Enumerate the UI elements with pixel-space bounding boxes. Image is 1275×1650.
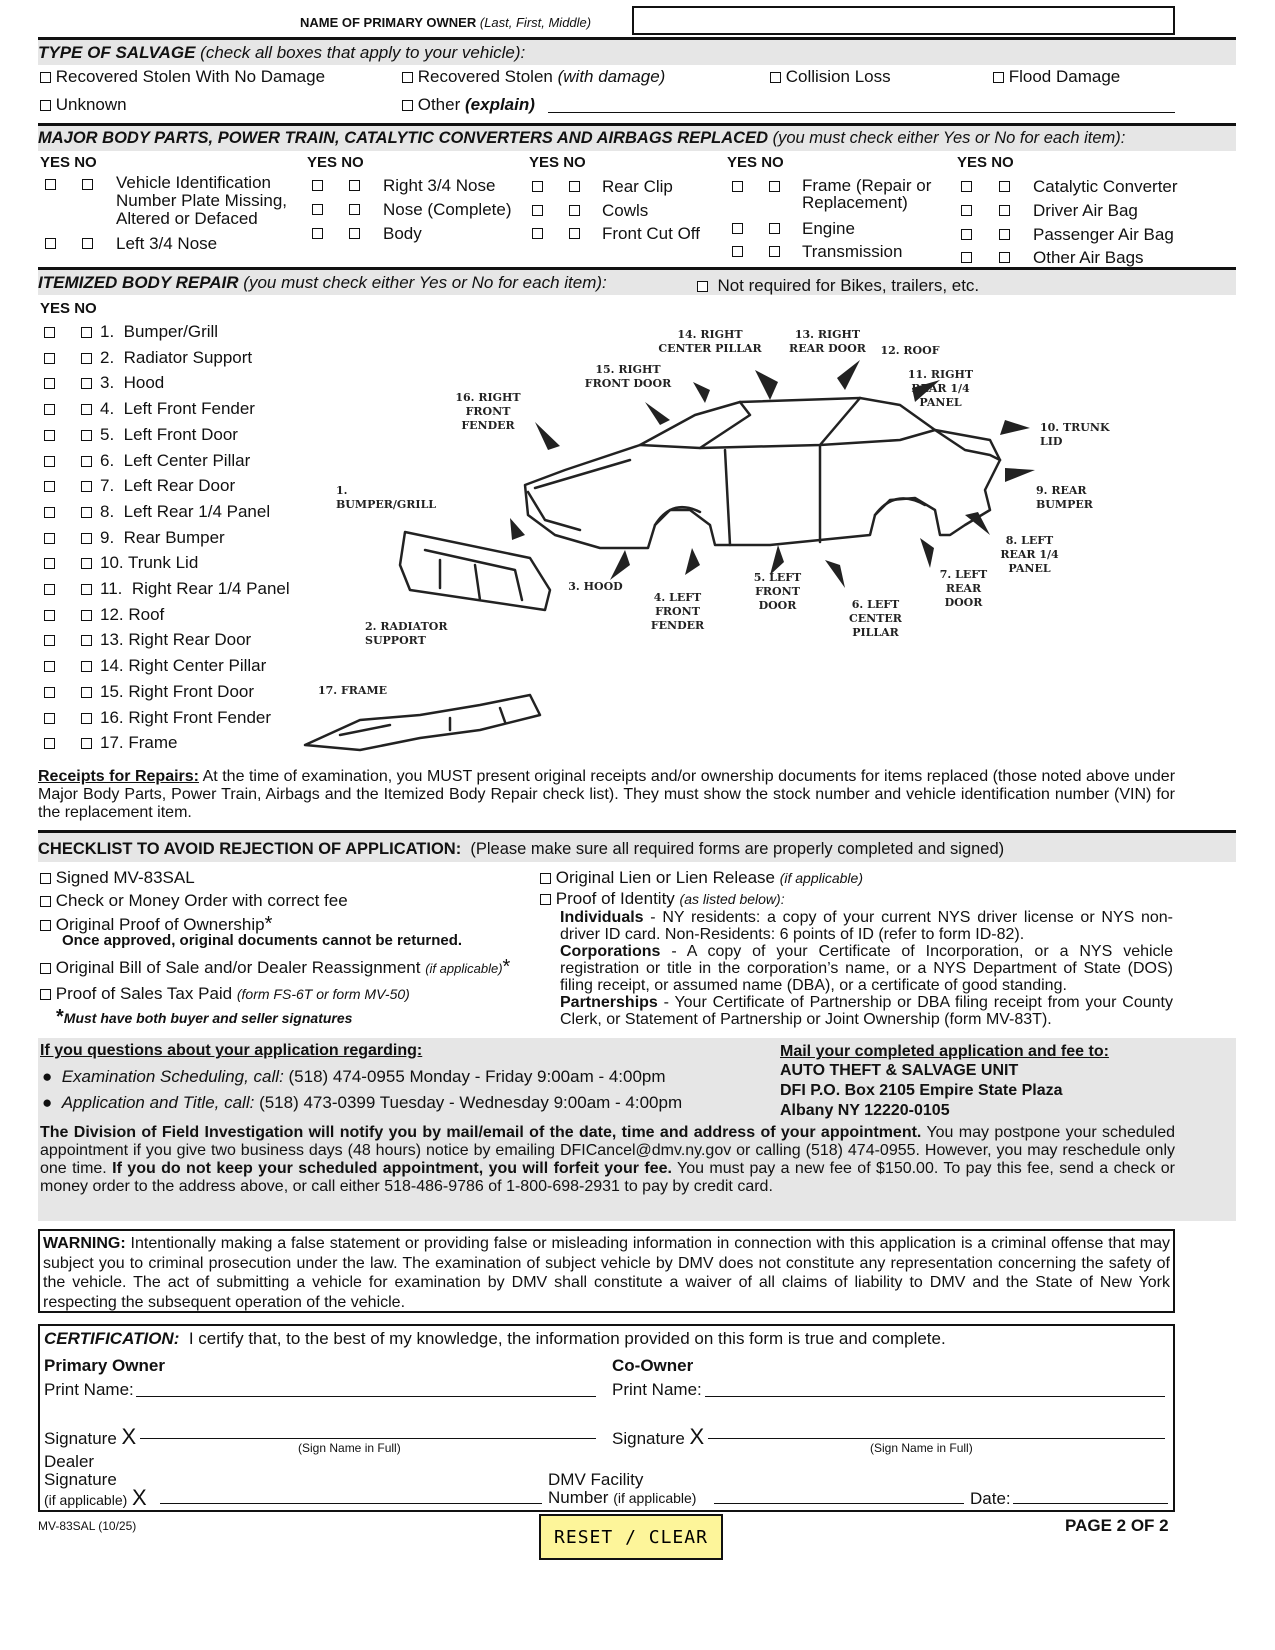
mail-heading: Mail your completed application and fee to:: [780, 1043, 1109, 1060]
car-grill: [528, 492, 580, 530]
primary-print-label: Print Name:: [44, 1380, 134, 1399]
yes-no-header: YES NO: [957, 154, 1014, 171]
itemized-row: [44, 656, 266, 676]
salvage-option-recovered-no-damage[interactable]: Recovered Stolen With No Damage: [40, 67, 325, 87]
itemized-yes-checkbox[interactable]: [44, 661, 55, 672]
salvage-title: TYPE OF SALVAGE (check all boxes that apply to your vehicle):: [38, 43, 526, 62]
co-print-label: Print Name:: [612, 1380, 702, 1399]
major-no-left-nose[interactable]: [82, 235, 93, 253]
page-number: PAGE 2 OF 2: [1065, 1516, 1169, 1535]
itemized-no-checkbox[interactable]: [81, 687, 92, 698]
major-no[interactable]: [569, 202, 580, 220]
major-item: Cowls: [602, 201, 649, 220]
car-door-line: [725, 450, 730, 545]
major-yes[interactable]: [312, 201, 323, 219]
checklist-check[interactable]: Check or Money Order with correct fee: [40, 891, 348, 911]
itemized-row: [44, 425, 238, 445]
checkbox[interactable]: [993, 72, 1004, 83]
major-item: Driver Air Bag: [1033, 201, 1138, 220]
major-item: Passenger Air Bag: [1033, 225, 1174, 244]
itemized-row: [44, 502, 270, 522]
itemized-yes-checkbox[interactable]: [44, 635, 55, 646]
checkbox[interactable]: [402, 100, 413, 111]
major-no[interactable]: [349, 225, 360, 243]
car-window-rear: [820, 430, 935, 445]
itemized-yes-checkbox[interactable]: [44, 353, 55, 364]
itemized-no-checkbox[interactable]: [81, 353, 92, 364]
yes-no-header: YES NO: [40, 154, 97, 171]
itemized-yes-checkbox[interactable]: [44, 713, 55, 724]
itemized-label: 7. Left Rear Door: [100, 476, 236, 496]
arrow: [920, 538, 934, 568]
diagram-label: 8. LEFT REAR 1/4 PANEL: [1000, 534, 1059, 575]
diagram-label: 7. LEFT REAR DOOR: [939, 568, 988, 609]
itemized-no-checkbox[interactable]: [81, 481, 92, 492]
car-wheel-rear: [875, 498, 925, 515]
arrow: [693, 382, 710, 403]
itemized-label: 10. Trunk Lid: [100, 553, 199, 573]
co-signature-input[interactable]: [708, 1438, 1165, 1439]
major-no[interactable]: [769, 243, 780, 261]
diagram-label: 4. LEFT FRONT FENDER: [650, 591, 705, 632]
diagram-label: 3. HOOD: [568, 580, 623, 593]
diagram-label: 16. RIGHT FRONT FENDER: [455, 391, 521, 432]
itemized-no-checkbox[interactable]: [81, 558, 92, 569]
itemized-no-checkbox[interactable]: [81, 738, 92, 749]
signatures-note: *Must have both buyer and seller signatures: [56, 1006, 353, 1028]
itemized-no-checkbox[interactable]: [81, 610, 92, 621]
major-no[interactable]: [569, 225, 580, 243]
checklist-bill-of-sale[interactable]: Original Bill of Sale and/or Dealer Reassignment (if applicable)*: [40, 956, 510, 979]
diagram-label: 1. BUMPER/GRILL: [336, 484, 437, 511]
itemized-row: [44, 605, 164, 625]
major-yes[interactable]: [532, 202, 543, 220]
arrow: [837, 360, 860, 390]
arrow: [1000, 420, 1030, 435]
major-yes[interactable]: [961, 249, 972, 267]
sign-full-hint: (Sign Name in Full): [870, 1441, 973, 1455]
itemized-label: 3. Hood: [100, 373, 165, 393]
itemized-no-checkbox[interactable]: [81, 327, 92, 338]
facility-label: DMV Facility Number (if applicable): [548, 1470, 697, 1507]
itemized-label: 14. Right Center Pillar: [100, 656, 267, 676]
itemized-row: [44, 630, 251, 650]
salvage-option-recovered-damage[interactable]: Recovered Stolen (with damage): [402, 67, 665, 87]
checklist-title: CHECKLIST TO AVOID REJECTION OF APPLICATION: (Please make sure all required forms are properly completed and signed): [38, 840, 1005, 858]
itemized-row: [44, 348, 252, 368]
primary-owner-label: Primary Owner: [44, 1356, 165, 1375]
itemized-row: [44, 733, 177, 753]
itemized-title: ITEMIZED BODY REPAIR (you must check either Yes or No for each item):: [38, 273, 607, 292]
sign-full-hint: (Sign Name in Full): [298, 1441, 401, 1455]
major-item: Engine: [802, 219, 855, 238]
itemized-no-checkbox[interactable]: [81, 661, 92, 672]
major-no[interactable]: [569, 178, 580, 196]
itemized-label: 11. Right Rear 1/4 Panel: [100, 579, 290, 598]
itemized-row: [44, 682, 254, 702]
itemized-no-checkbox[interactable]: [81, 378, 92, 389]
itemized-no-checkbox[interactable]: [81, 456, 92, 467]
diagram-label: 13. RIGHT REAR DOOR: [789, 328, 866, 355]
diagram-label: 14. RIGHT CENTER PILLAR: [658, 328, 762, 355]
checkbox[interactable]: [40, 72, 51, 83]
date-label: Date:: [970, 1489, 1011, 1508]
once-approved-note: Once approved, original documents cannot be returned.: [62, 932, 463, 949]
itemized-no-checkbox[interactable]: [81, 430, 92, 441]
itemized-row: [44, 476, 235, 496]
itemized-row: [44, 399, 255, 419]
major-yes[interactable]: [732, 178, 743, 196]
car-window: [640, 402, 750, 448]
major-yes[interactable]: [961, 226, 972, 244]
checklist-ownership[interactable]: Original Proof of Ownership*: [40, 913, 272, 936]
major-yes[interactable]: [732, 220, 743, 238]
reset-clear-button[interactable]: RESET / CLEAR: [539, 1514, 723, 1560]
not-required-option[interactable]: Not required for Bikes, trailers, etc.: [697, 276, 979, 296]
arrow: [755, 370, 778, 400]
yes-no-header: YES NO: [727, 154, 784, 171]
major-item: Front Cut Off: [602, 224, 700, 243]
major-item: Other Air Bags: [1033, 248, 1144, 267]
itemized-yes-checkbox[interactable]: [44, 687, 55, 698]
itemized-label: 15. Right Front Door: [100, 681, 255, 701]
mail-line: Albany NY 12220-0105: [780, 1102, 950, 1119]
diagram-label: 12. ROOF: [880, 344, 940, 357]
checkbox[interactable]: [770, 72, 781, 83]
co-owner-label: Co-Owner: [612, 1356, 694, 1375]
diagram-label: 6. LEFT CENTER PILLAR: [849, 598, 902, 639]
major-yes[interactable]: [312, 225, 323, 243]
major-no[interactable]: [349, 201, 360, 219]
major-item: Rear Clip: [602, 177, 673, 196]
salvage-option-other[interactable]: Other (explain): [402, 95, 535, 115]
major-no[interactable]: [769, 178, 780, 196]
primary-print-input[interactable]: [136, 1396, 596, 1397]
salvage-option-flood[interactable]: Flood Damage: [993, 67, 1120, 87]
itemized-yes-checkbox[interactable]: [44, 507, 55, 518]
itemized-yes-checkbox[interactable]: [44, 404, 55, 415]
major-item: Frame (Repair or Replacement): [802, 176, 932, 212]
itemized-no-checkbox[interactable]: [81, 713, 92, 724]
identity-details: Individuals - NY residents: a copy of your current NYS driver license or NYS non-driver ID card. Non-Residents: 6 points of ID (refer to form ID-82). Corporations - A copy of your Certificate of Incorporation, or a NYS vehicle registration or title in the corporation’s name, or a NYS Department of State (DOS) filing receipt, or assumed name (DBA), or a certificate of good standing. Partnerships - Your Certificate of Partnership or DBA filing receipt from your County Clerk, or Statement of Partnership or Joint Ownership (form MV-83T).: [560, 909, 1173, 1028]
major-no[interactable]: [999, 202, 1010, 220]
diagram-label: 9. REAR BUMPER: [1036, 484, 1093, 511]
itemized-yes-checkbox[interactable]: [44, 430, 55, 441]
major-item-vin: Vehicle Identification Number Plate Missing, Altered or Defaced: [116, 173, 288, 228]
itemized-no-checkbox[interactable]: [81, 533, 92, 544]
yes-no-header: YES NO: [40, 300, 97, 317]
other-explain-input[interactable]: [548, 112, 1175, 113]
contact-heading: If you questions about your application regarding:: [40, 1042, 423, 1059]
owner-label: NAME OF PRIMARY OWNER (Last, First, Middle): [300, 15, 592, 30]
itemized-row: [44, 451, 250, 471]
salvage-option-unknown[interactable]: Unknown: [40, 95, 127, 115]
major-yes-vin[interactable]: [45, 176, 56, 194]
itemized-no-checkbox[interactable]: [81, 635, 92, 646]
primary-signature-label: Signature X: [44, 1424, 137, 1449]
itemized-label: 1. Bumper/Grill: [100, 322, 219, 341]
itemized-row: [44, 373, 164, 393]
arrow: [535, 422, 560, 450]
major-yes[interactable]: [532, 225, 543, 243]
mail-line: DFI P.O. Box 2105 Empire State Plaza: [780, 1082, 1063, 1099]
diagram-label: 2. RADIATOR SUPPORT: [365, 620, 448, 647]
mail-line: AUTO THEFT & SALVAGE UNIT: [780, 1062, 1019, 1079]
form-id: MV-83SAL (10/25): [38, 1519, 137, 1533]
car-body-outline: [525, 398, 1000, 548]
itemized-label: 9. Rear Bumper: [100, 527, 225, 547]
warning-box: WARNING: Intentionally making a false statement or providing false or misleading information in connection with this application is a criminal offense that may subject you to criminal prosecution under the law. The examination of subject vehicle by DMV does not constitute any representation concerning the safety of the vehicle. The act of submitting a vehicle for examination by DMV shall constitute a waiver of all claims of liability to DMV and the State of New York respecting the subsequent operation of the vehicle.: [38, 1229, 1175, 1313]
major-item: Nose (Complete): [383, 200, 512, 219]
date-input[interactable]: [1013, 1503, 1168, 1504]
itemized-label: 17. Frame: [100, 733, 178, 753]
arrow: [1005, 468, 1035, 482]
arrow: [610, 550, 630, 580]
itemized-row: [44, 322, 218, 342]
checklist-lien[interactable]: Original Lien or Lien Release (if applicable): [540, 868, 863, 888]
arrow: [685, 548, 700, 575]
major-no[interactable]: [999, 226, 1010, 244]
major-item: Right 3/4 Nose: [383, 176, 496, 195]
checkbox[interactable]: [40, 100, 51, 111]
major-yes[interactable]: [961, 178, 972, 196]
co-signature-label: Signature X: [612, 1424, 705, 1449]
receipts-paragraph: Receipts for Repairs: At the time of examination, you MUST present original receipts and/or ownership documents for items replaced (those noted above under Major Body Parts, Power Train, Airbags and the Itemized Body Repair check list). They must show the stock number and vehicle identification number (VIN) for the replacement item.: [38, 768, 1176, 821]
itemized-row: [44, 528, 225, 548]
major-no[interactable]: [999, 178, 1010, 196]
major-yes[interactable]: [532, 178, 543, 196]
radiator-support: [400, 532, 550, 610]
diagram-label: 15. RIGHT FRONT DOOR: [584, 363, 672, 390]
major-item-left-nose: Left 3/4 Nose: [116, 234, 218, 253]
checklist-signed[interactable]: Signed MV-83SAL: [40, 868, 195, 888]
major-no[interactable]: [999, 249, 1010, 267]
itemized-row: [44, 553, 198, 573]
itemized-yes-checkbox[interactable]: [44, 558, 55, 569]
checklist-identity[interactable]: Proof of Identity (as listed below):: [540, 889, 785, 909]
itemized-label: 8. Left Rear 1/4 Panel: [100, 501, 271, 521]
itemized-yes-checkbox[interactable]: [44, 533, 55, 544]
itemized-yes-checkbox[interactable]: [44, 610, 55, 621]
frame: [305, 695, 540, 750]
itemized-label: 13. Right Rear Door: [100, 630, 252, 650]
certification-statement: CERTIFICATION: I certify that, to the best of my knowledge, the information provided on this form is true and complete.: [44, 1329, 946, 1348]
contact-exam: ● Examination Scheduling, call: (518) 474-0955 Monday - Friday 9:00am - 4:00pm: [42, 1067, 666, 1086]
owner-name-input[interactable]: [632, 6, 1175, 35]
itemized-yes-checkbox[interactable]: [44, 378, 55, 389]
major-item: Catalytic Converter: [1033, 177, 1178, 196]
major-no[interactable]: [349, 177, 360, 195]
major-yes[interactable]: [732, 243, 743, 261]
yes-no-header: YES NO: [307, 154, 364, 171]
arrow: [645, 402, 670, 425]
appointment-notice: The Division of Field Investigation will notify you by mail/email of the date, time and address of your appointment. You may postpone your scheduled appointment if you give two business days (48 hours) notice by emailing DFICancel@dmv.ny.gov or calling (518) 474-0955. However, you may reschedule only one time. If you do not keep your scheduled appointment, you will forfeit your fee. You must pay a new fee of $150.00. To pay this fee, send a check or money order to the address above, or call either 518-486-9786 of 1-800-698-2931 to pay by credit card.: [40, 1124, 1175, 1195]
itemized-yes-checkbox[interactable]: [44, 327, 55, 338]
co-print-input[interactable]: [705, 1396, 1165, 1397]
itemized-no-checkbox[interactable]: [81, 584, 92, 595]
dealer-signature-input[interactable]: [160, 1503, 542, 1504]
itemized-row: [44, 708, 271, 728]
itemized-no-checkbox[interactable]: [81, 507, 92, 518]
itemized-row: [44, 579, 290, 599]
major-item: Transmission: [802, 242, 903, 261]
itemized-yes-checkbox[interactable]: [44, 738, 55, 749]
itemized-label: 4. Left Front Fender: [100, 399, 255, 419]
primary-signature-input[interactable]: [140, 1438, 596, 1439]
checklist-sales-tax[interactable]: Proof of Sales Tax Paid (form FS-6T or form MV-50): [40, 984, 410, 1004]
itemized-yes-checkbox[interactable]: [44, 456, 55, 467]
diagram-label: 5. LEFT FRONT DOOR: [753, 571, 802, 612]
major-title: MAJOR BODY PARTS, POWER TRAIN, CATALYTIC CONVERTERS AND AIRBAGS REPLACED (you must check either Yes or No for each item):: [38, 129, 1126, 147]
yes-no-header: YES NO: [529, 154, 586, 171]
dealer-signature-label: Dealer Signature (if applicable) X: [44, 1452, 147, 1510]
itemized-no-checkbox[interactable]: [81, 404, 92, 415]
checkbox[interactable]: [402, 72, 413, 83]
arrow: [510, 518, 525, 540]
itemized-yes-checkbox[interactable]: [44, 584, 55, 595]
major-no[interactable]: [769, 220, 780, 238]
contact-app: ● Application and Title, call: (518) 473-0399 Tuesday - Wednesday 9:00am - 4:00pm: [42, 1093, 683, 1112]
major-yes-left-nose[interactable]: [45, 235, 56, 253]
diagram-label: 10. TRUNK LID: [1040, 421, 1110, 448]
itemized-label: 16. Right Front Fender: [100, 707, 272, 727]
arrow: [825, 560, 845, 588]
itemized-label: 12. Roof: [100, 604, 165, 624]
major-no-vin[interactable]: [82, 176, 93, 194]
diagram-label: 11. RIGHT REAR 1/4 PANEL: [907, 368, 974, 409]
itemized-label: 6. Left Center Pillar: [100, 450, 251, 470]
itemized-label: 2. Radiator Support: [100, 347, 253, 367]
salvage-option-collision[interactable]: Collision Loss: [770, 67, 891, 87]
itemized-label: 5. Left Front Door: [100, 424, 238, 444]
itemized-yes-checkbox[interactable]: [44, 481, 55, 492]
major-yes[interactable]: [961, 202, 972, 220]
major-item: Body: [383, 224, 422, 243]
major-yes[interactable]: [312, 177, 323, 195]
facility-number-input[interactable]: [714, 1503, 964, 1504]
diagram-label: 17. FRAME: [318, 684, 388, 697]
